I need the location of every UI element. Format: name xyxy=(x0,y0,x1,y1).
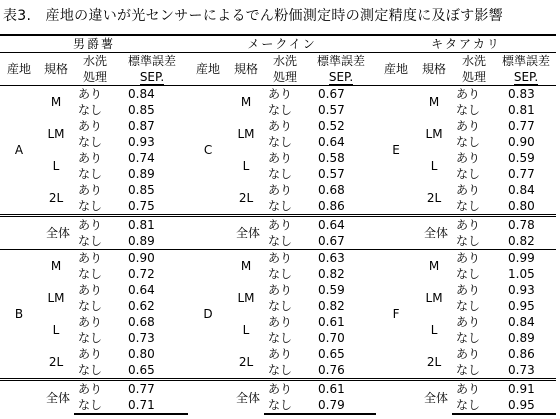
grade-cell: LM xyxy=(425,291,443,305)
wash-cell: なし xyxy=(268,199,293,213)
table-row xyxy=(0,362,556,380)
error-header xyxy=(306,53,376,86)
sep-value: 0.86 xyxy=(318,199,345,213)
wash-cell: あり xyxy=(78,283,103,297)
region-cell: A xyxy=(0,86,38,216)
sep-value: 0.84 xyxy=(116,86,188,103)
table-row xyxy=(0,298,556,314)
wash-cell: なし xyxy=(456,267,481,281)
region-header xyxy=(0,53,38,86)
wash-cell: なし xyxy=(268,135,293,149)
wash-cell: なし xyxy=(268,167,293,181)
sep-value: 0.85 xyxy=(128,103,155,117)
grade-cell: M xyxy=(416,86,452,119)
sep-value: 0.82 xyxy=(508,234,535,248)
sep-value: 0.90 xyxy=(508,135,535,149)
grade-cell: L xyxy=(430,323,438,337)
wash-cell: なし xyxy=(78,331,103,345)
table-row xyxy=(0,233,556,250)
region-cell: C xyxy=(188,86,228,216)
region-cell: F xyxy=(376,250,416,380)
sep-value: 0.77 xyxy=(508,167,535,181)
wash-cell: なし xyxy=(268,363,293,377)
grade-cell: L xyxy=(52,159,60,173)
wash-cell: あり xyxy=(264,86,306,103)
sep-value: 0.64 xyxy=(128,283,155,297)
wash-header-line1: 水洗 xyxy=(82,54,107,68)
sep-value: 0.80 xyxy=(128,347,155,361)
table-row xyxy=(0,118,556,134)
error-header xyxy=(496,53,556,86)
table-row xyxy=(0,397,556,414)
sep-label: SEP. xyxy=(328,70,354,84)
sep-label: SEP. xyxy=(513,70,539,84)
region-cell: B xyxy=(0,250,38,380)
region-header xyxy=(188,53,228,86)
table-row xyxy=(0,86,556,103)
grade-cell: LM xyxy=(47,127,65,141)
sep-value: 0.67 xyxy=(306,86,376,103)
wash-cell: あり xyxy=(456,119,481,133)
precision-table xyxy=(0,34,556,415)
grade-cell: 2L xyxy=(48,355,64,369)
grade-cell: LM xyxy=(237,291,255,305)
grade-cell: M xyxy=(38,250,74,283)
wash-cell: あり xyxy=(78,151,103,165)
sep-value: 0.95 xyxy=(496,397,556,414)
region-header-label: 産地 xyxy=(196,62,221,76)
sep-value: 0.62 xyxy=(128,299,155,313)
grade-header xyxy=(38,53,74,86)
wash-cell: あり xyxy=(456,347,481,361)
sep-value: 0.67 xyxy=(318,234,345,248)
wash-cell: あり xyxy=(78,347,103,361)
grade-cell: L xyxy=(242,323,250,337)
grade-header-label: 規格 xyxy=(234,62,259,76)
table-row xyxy=(0,216,556,234)
sep-value: 0.71 xyxy=(116,397,188,414)
wash-cell: あり xyxy=(456,151,481,165)
sep-value: 0.68 xyxy=(128,315,155,329)
table-row xyxy=(0,330,556,346)
wash-cell: なし xyxy=(78,167,103,181)
grade-cell: L xyxy=(242,159,250,173)
wash-cell: なし xyxy=(452,397,496,414)
sep-value: 0.65 xyxy=(318,347,345,361)
wash-cell: あり xyxy=(74,250,116,267)
wash-cell: あり xyxy=(452,250,496,267)
column-header-row xyxy=(0,53,556,86)
grade-cell: 2L xyxy=(238,191,254,205)
wash-cell: あり xyxy=(456,315,481,329)
sep-value: 0.80 xyxy=(508,199,535,213)
grade-cell: LM xyxy=(425,127,443,141)
sep-value: 0.89 xyxy=(128,167,155,181)
error-header xyxy=(116,53,188,86)
sep-value: 0.82 xyxy=(318,267,345,281)
wash-cell: あり xyxy=(452,216,496,234)
sep-value: 0.81 xyxy=(508,103,535,117)
wash-header-line2: 処理 xyxy=(273,70,298,84)
wash-cell: なし xyxy=(78,103,103,117)
table-row xyxy=(0,102,556,118)
sep-value: 0.99 xyxy=(496,250,556,267)
sep-value: 0.63 xyxy=(306,250,376,267)
sep-value: 0.73 xyxy=(508,363,535,377)
sep-value: 0.61 xyxy=(306,380,376,398)
region-cell: E xyxy=(376,86,416,216)
wash-cell: なし xyxy=(78,234,103,248)
wash-cell: あり xyxy=(268,119,293,133)
table-row xyxy=(0,346,556,362)
sep-value: 0.91 xyxy=(496,380,556,398)
sep-value: 0.78 xyxy=(496,216,556,234)
grade-total-cell: 全体 xyxy=(0,380,74,415)
grade-cell: 2L xyxy=(426,355,442,369)
wash-cell: あり xyxy=(78,315,103,329)
error-header-line2 xyxy=(496,69,556,85)
wash-cell: なし xyxy=(456,135,481,149)
wash-cell: なし xyxy=(78,299,103,313)
grade-cell: M xyxy=(228,250,264,283)
wash-cell: あり xyxy=(268,151,293,165)
sep-value: 0.84 xyxy=(508,183,535,197)
table-row xyxy=(0,134,556,150)
table-row xyxy=(0,198,556,216)
table-row xyxy=(0,380,556,398)
variety-name: 男爵薯 xyxy=(0,35,188,53)
sep-value: 0.59 xyxy=(318,283,345,297)
table-row xyxy=(0,282,556,298)
error-header-line1: 標準誤差 xyxy=(317,54,366,68)
grade-header-label: 規格 xyxy=(422,62,447,76)
grade-cell: LM xyxy=(237,127,255,141)
wash-cell: なし xyxy=(456,234,481,248)
sep-value: 0.85 xyxy=(128,183,155,197)
wash-header-line2: 処理 xyxy=(462,70,487,84)
sep-value: 0.84 xyxy=(508,315,535,329)
wash-cell: なし xyxy=(456,199,481,213)
grade-cell: M xyxy=(228,86,264,119)
sep-value: 0.77 xyxy=(116,380,188,398)
grade-total-cell: 全体 xyxy=(188,380,264,415)
sep-value: 0.57 xyxy=(318,167,345,181)
variety-header-row xyxy=(0,35,556,53)
region-header xyxy=(376,53,416,86)
wash-cell: なし xyxy=(268,331,293,345)
sep-value: 0.58 xyxy=(318,151,345,165)
variety-name: メークイン xyxy=(188,35,376,53)
sep-value: 0.59 xyxy=(508,151,535,165)
table-title: 表3. 産地の違いが光センサーによるでん粉価測定時の測定精度に及ぼす影響 xyxy=(3,8,504,24)
wash-cell: なし xyxy=(268,299,293,313)
sep-value: 0.52 xyxy=(318,119,345,133)
wash-header-line1: 水洗 xyxy=(462,54,487,68)
sep-value: 0.61 xyxy=(318,315,345,329)
sep-value: 0.90 xyxy=(116,250,188,267)
table-row xyxy=(0,250,556,267)
region-header-label: 産地 xyxy=(6,62,31,76)
sep-value: 0.93 xyxy=(128,135,155,149)
grade-cell: M xyxy=(416,250,452,283)
wash-cell: なし xyxy=(268,234,293,248)
wash-cell: なし xyxy=(78,267,103,281)
wash-cell: あり xyxy=(268,283,293,297)
grade-cell: LM xyxy=(47,291,65,305)
table-row xyxy=(0,266,556,282)
wash-cell: なし xyxy=(456,331,481,345)
grade-header xyxy=(228,53,264,86)
wash-header xyxy=(452,53,496,86)
error-header-line1: 標準誤差 xyxy=(128,54,177,68)
sep-value: 0.72 xyxy=(128,267,155,281)
sep-value: 0.70 xyxy=(318,331,345,345)
sep-value: 0.68 xyxy=(318,183,345,197)
sep-value: 0.87 xyxy=(128,119,155,133)
wash-cell: あり xyxy=(74,380,116,398)
sep-value: 0.73 xyxy=(128,331,155,345)
wash-cell: あり xyxy=(452,86,496,103)
wash-cell: なし xyxy=(456,299,481,313)
wash-cell: あり xyxy=(452,380,496,398)
sep-value: 0.95 xyxy=(508,299,535,313)
wash-cell: なし xyxy=(268,267,293,281)
sep-value: 0.65 xyxy=(128,363,155,377)
wash-cell: あり xyxy=(78,119,103,133)
grade-cell: L xyxy=(52,323,60,337)
sep-value: 1.05 xyxy=(508,267,535,281)
wash-cell: なし xyxy=(456,167,481,181)
error-header-line1: 標準誤差 xyxy=(502,54,551,68)
sep-value: 0.89 xyxy=(128,234,155,248)
wash-cell: なし xyxy=(78,135,103,149)
wash-cell: あり xyxy=(268,315,293,329)
grade-total-cell: 全体 xyxy=(0,216,74,250)
grade-cell: 2L xyxy=(238,355,254,369)
grade-cell: M xyxy=(38,86,74,119)
sep-value: 0.82 xyxy=(318,299,345,313)
sep-value: 0.83 xyxy=(496,86,556,103)
wash-cell: あり xyxy=(78,183,103,197)
sep-value: 0.77 xyxy=(508,119,535,133)
grade-cell: 2L xyxy=(48,191,64,205)
wash-cell: なし xyxy=(268,103,293,117)
wash-header xyxy=(74,53,116,86)
wash-cell: あり xyxy=(456,183,481,197)
table-row xyxy=(0,182,556,198)
sep-value: 0.75 xyxy=(128,199,155,213)
wash-cell: あり xyxy=(264,380,306,398)
sep-value: 0.89 xyxy=(508,331,535,345)
grade-cell: L xyxy=(430,159,438,173)
grade-header-label: 規格 xyxy=(43,62,68,76)
wash-cell: なし xyxy=(456,363,481,377)
wash-cell: なし xyxy=(78,199,103,213)
grade-cell: 2L xyxy=(426,191,442,205)
sep-value: 0.93 xyxy=(508,283,535,297)
region-cell: D xyxy=(188,250,228,380)
grade-total-cell: 全体 xyxy=(376,216,452,250)
grade-total-cell: 全体 xyxy=(188,216,264,250)
wash-header-line2: 処理 xyxy=(82,70,107,84)
error-header-line2 xyxy=(116,69,188,85)
sep-value: 0.64 xyxy=(306,216,376,234)
wash-cell: なし xyxy=(78,363,103,377)
sep-value: 0.79 xyxy=(306,397,376,414)
sep-value: 0.64 xyxy=(318,135,345,149)
wash-cell: あり xyxy=(74,216,116,234)
sep-label: SEP. xyxy=(139,70,165,84)
grade-total-cell: 全体 xyxy=(376,380,452,415)
table-row xyxy=(0,314,556,330)
sep-value: 0.57 xyxy=(318,103,345,117)
region-header-label: 産地 xyxy=(384,62,409,76)
wash-header-line1: 水洗 xyxy=(273,54,298,68)
wash-cell: なし xyxy=(456,103,481,117)
wash-cell: あり xyxy=(74,86,116,103)
sep-value: 0.81 xyxy=(116,216,188,234)
wash-cell: なし xyxy=(264,397,306,414)
wash-cell: あり xyxy=(268,183,293,197)
variety-name: キタアカリ xyxy=(376,35,556,53)
table-row xyxy=(0,166,556,182)
sep-value: 0.76 xyxy=(318,363,345,377)
table-row xyxy=(0,150,556,166)
sep-value: 0.74 xyxy=(128,151,155,165)
sep-value: 0.86 xyxy=(508,347,535,361)
error-header-line2 xyxy=(306,69,376,85)
wash-cell: あり xyxy=(264,250,306,267)
grade-header xyxy=(416,53,452,86)
wash-cell: あり xyxy=(264,216,306,234)
wash-cell: なし xyxy=(74,397,116,414)
wash-cell: あり xyxy=(456,283,481,297)
wash-cell: あり xyxy=(268,347,293,361)
wash-header xyxy=(264,53,306,86)
